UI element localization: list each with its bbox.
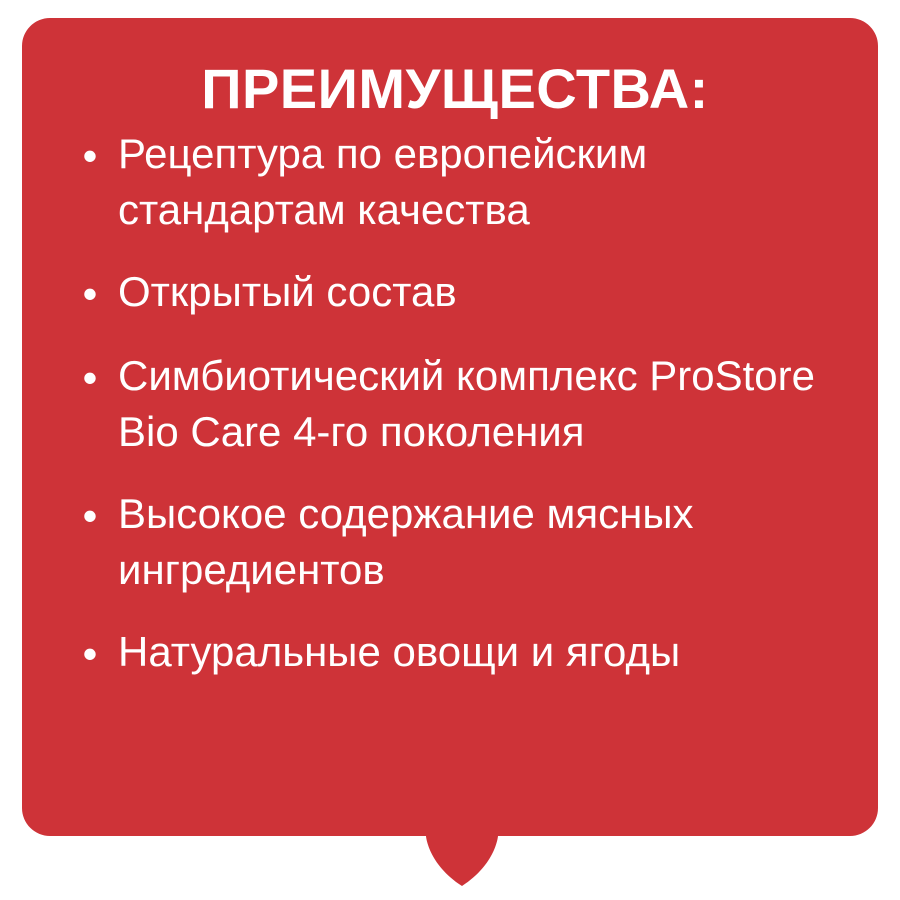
advantages-list — [62, 126, 838, 682]
bullet-point-icon: • — [82, 353, 98, 401]
list-item — [62, 348, 838, 460]
list-item — [62, 126, 838, 238]
bullet-point-icon: • — [82, 269, 98, 317]
bullet-point-icon: • — [82, 491, 98, 539]
list-item-text: Открытый состав — [118, 267, 457, 315]
banner-title: ПРЕИМУЩЕСТВА: — [201, 57, 709, 120]
list-item-text: Натуральные овощи и ягоды — [118, 627, 681, 675]
list-item — [62, 264, 838, 322]
advantages-banner — [22, 18, 878, 886]
list-item-text: Рецептура по европейским стандартам качества — [118, 129, 648, 233]
list-item-text: Симбиотический комплекс ProStore Bio Care 4-го поколения — [118, 351, 815, 455]
bullet-point-icon: • — [82, 131, 98, 179]
bullet-point-icon: • — [82, 629, 98, 677]
banner-content — [22, 18, 878, 886]
list-item — [62, 486, 838, 598]
list-item — [62, 624, 838, 682]
list-item-text: Высокое содержание мясных ингредиентов — [118, 489, 694, 593]
